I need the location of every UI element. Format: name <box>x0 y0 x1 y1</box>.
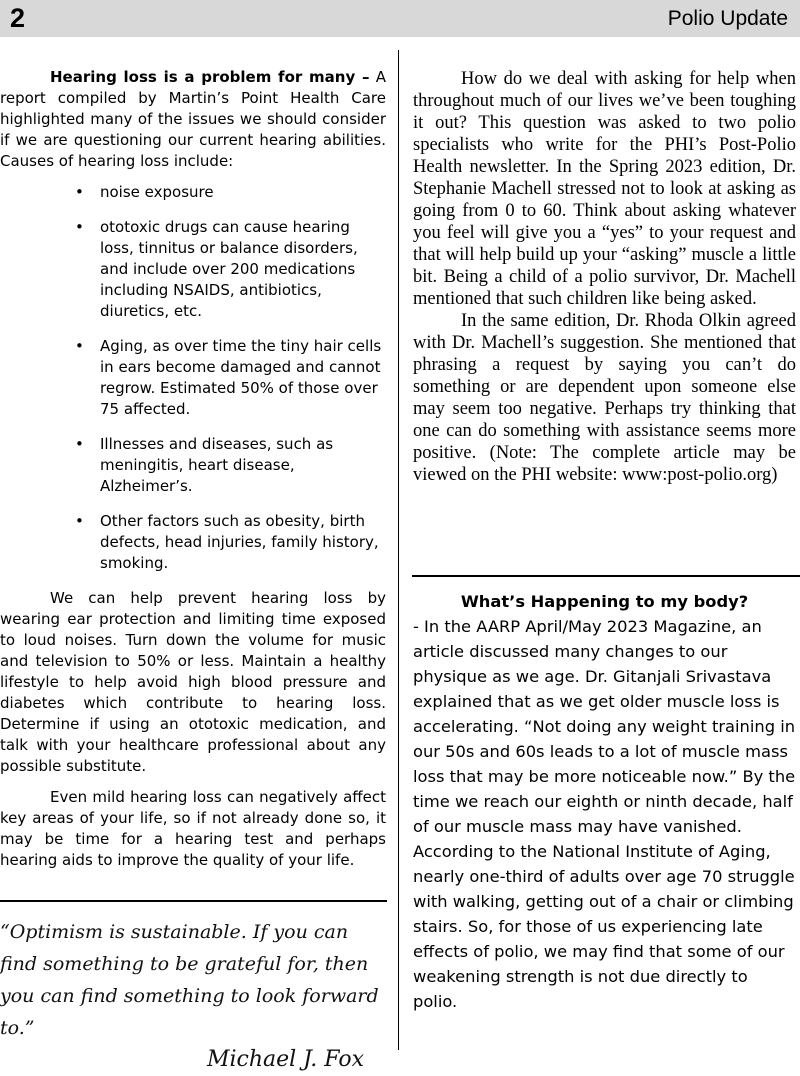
body-heading: What’s Happening to my body? <box>460 592 749 611</box>
list-item: • ototoxic drugs can cause hearing loss, tinnitus or balance disorders, and include over 200 medications including NSAIDS, antibiotics, diuretics, etc. <box>100 217 386 322</box>
body-changes-article <box>413 589 796 1014</box>
asking-for-help-article <box>413 68 796 486</box>
hearing-intro-text: A report compiled by Martin’s Point Health Care highlighted many of the issues we should consider if we are questioning our current hearing abilities. Causes of hearing loss include: <box>0 68 387 170</box>
causes-list <box>0 182 386 574</box>
left-column <box>0 67 386 871</box>
right-section-rule <box>412 575 800 577</box>
page-number: 2 <box>10 3 26 33</box>
quote-block <box>0 916 386 1076</box>
asking-paragraph-1: How do we deal with asking for help when throughout much of our lives we’ve been toughing it out? This question was asked to two polio specialists who write for the PHI’s Post-Polio Health newsletter. In the Spring 2023 edition, Dr. Stephanie Machell stressed not to look at asking as going from 0 to 60. Think about asking whatever you feel will give you a “yes” to your request and that will help build up your “asking” muscle a little bit. Being a child of a polio survivor, Dr. Machell mentioned that such children like being asked. <box>413 69 796 309</box>
mild-loss-paragraph: Even mild hearing loss can negatively affect key areas of your life, so if not already done so, it may be time for a hearing test and perhaps hearing aids to improve the quality of your life. <box>0 788 386 869</box>
body-paragraph: - In the AARP April/May 2023 Magazine, an article discussed many changes to our physique as we age. Dr. Gitanjali Srivastava explained that as we get older muscle loss is accelerating. “Not doing any weight training in our 50s and 60s leads to a lot of muscle mass loss that may be more noticeable now.” By the time we reach our eighth or ninth decade, half of our muscle mass may have vanished. According to the National Institute of Aging, nearly one-third of adults over age 70 struggle with walking, getting out of a chair or climbing stairs. So, for those of us experiencing late effects of polio, we may find that some of our weakening strength is not due directly to polio. <box>413 617 796 1011</box>
hearing-heading: Hearing loss is a problem for many – <box>50 68 370 86</box>
prevention-paragraph: We can help prevent hearing loss by wearing ear protection and limiting time exposed to loud noises. Turn down the volume for music and television to 50% or less. Maintain a healthy lifestyle to help avoid high blood pressure and diabetes which contribute to hearing loss. Determine if using an ototoxic medication, and talk with your healthcare professional about any possible substitute. <box>0 589 386 775</box>
left-section-rule <box>0 900 387 902</box>
list-item: • Illnesses and diseases, such as meningitis, heart disease, Alzheimer’s. <box>100 434 386 497</box>
list-item: • Aging, as over time the tiny hair cells in ears become damaged and cannot regrow. Estimated 50% of those over 75 affected. <box>100 336 386 420</box>
column-divider <box>398 50 399 1050</box>
quote-author: Michael J. Fox <box>206 1047 364 1072</box>
quote-text: “Optimism is sustainable. If you can find something to be grateful for, then you can find something to look forward to.” <box>0 921 379 1039</box>
list-item: • Other factors such as obesity, birth defects, head injuries, family history, smoking. <box>100 511 386 574</box>
asking-paragraph-2: In the same edition, Dr. Rhoda Olkin agreed with Dr. Machell’s suggestion. She mentioned that phrasing a request by saying you can’t do something or are dependent upon someone else may seem too negative. Perhaps try thinking that one can do something with assistance seems more positive. (Note: The complete article may be viewed on the PHI website: www:post-polio.org) <box>413 311 796 485</box>
page-header <box>0 0 800 37</box>
newsletter-title: Polio Update <box>667 7 788 30</box>
list-item: • noise exposure <box>100 182 386 203</box>
hearing-intro-paragraph <box>0 67 386 172</box>
